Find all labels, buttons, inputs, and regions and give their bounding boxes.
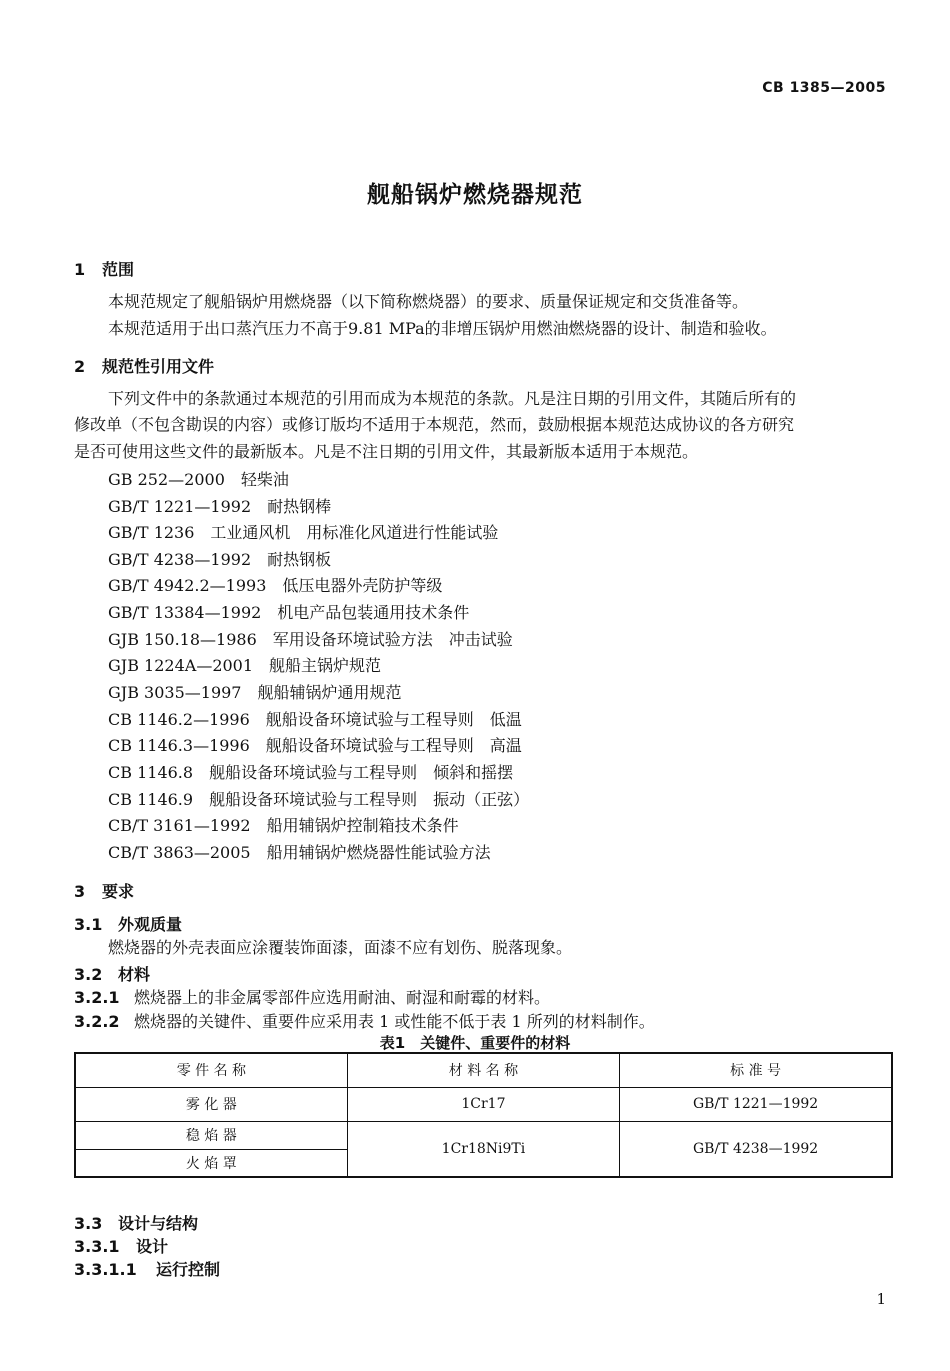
reference-item: CB/T 3161—1992 船用辅锅炉控制箱技术条件	[108, 816, 459, 835]
section-title: 范围	[102, 260, 135, 279]
paragraph: 燃烧器的外壳表面应涂覆装饰面漆，面漆不应有划伤、脱落现象。	[108, 938, 573, 957]
section-title: 规范性引用文件	[102, 357, 215, 376]
reference-item: GB/T 4942.2—1993 低压电器外壳防护等级	[108, 576, 443, 595]
reference-item: GJB 1224A—2001 舰船主锅炉规范	[108, 656, 382, 675]
section-2-heading	[74, 354, 214, 377]
reference-item: CB 1146.2—1996 舰船设备环境试验与工程导则 低温	[108, 710, 522, 729]
document-title: 舰船锅炉燃烧器规范	[367, 182, 583, 208]
clause-number: 3.2.1	[74, 988, 120, 1007]
subsection-number: 3.2	[74, 965, 103, 984]
subsection-title: 设计与结构	[118, 1214, 199, 1233]
section-title: 要求	[102, 882, 135, 901]
clause-3-2-2	[74, 1009, 655, 1032]
table-row	[75, 1087, 892, 1121]
table-cell: 雾 化 器	[75, 1087, 347, 1121]
subsection-title: 外观质量	[118, 915, 183, 934]
reference-item: GB/T 1236 工业通风机 用标准化风道进行性能试验	[108, 523, 499, 542]
subsection-3-2-heading	[74, 962, 150, 985]
reference-item: GJB 3035—1997 舰船辅锅炉通用规范	[108, 683, 402, 702]
table-header-row	[75, 1053, 892, 1087]
reference-item: CB/T 3863—2005 船用辅锅炉燃烧器性能试验方法	[108, 843, 491, 862]
subsection-title: 材料	[118, 965, 151, 984]
table-caption: 表1 关键件、重要件的材料	[379, 1034, 571, 1052]
reference-item: CB 1146.9 舰船设备环境试验与工程导则 振动（正弦）	[108, 790, 530, 809]
section-number: 1	[74, 260, 86, 279]
materials-table	[74, 1052, 893, 1178]
table-row	[75, 1121, 892, 1149]
subsection-number: 3.3.1	[74, 1237, 120, 1256]
table-cell: 火 焰 罩	[75, 1149, 347, 1177]
paragraph: 本规范规定了舰船锅炉用燃烧器（以下简称燃烧器）的要求、质量保证规定和交货准备等。	[108, 292, 749, 311]
standard-number: CB 1385—2005	[762, 80, 886, 96]
paragraph-line: 是否可使用这些文件的最新版本。凡是不注日期的引用文件，其最新版本适用于本规范。	[74, 442, 699, 461]
column-header: 材 料 名 称	[347, 1053, 619, 1087]
paragraph: 本规范适用于出口蒸汽压力不高于9.81 MPa的非增压锅炉用燃油燃烧器的设计、制造和验收。	[108, 319, 777, 338]
reference-item: GJB 150.18—1986 军用设备环境试验方法 冲击试验	[108, 630, 513, 649]
subsection-3-3-heading	[74, 1211, 198, 1234]
table-cell: 1Cr17	[347, 1087, 619, 1121]
reference-item: GB 252—2000 轻柴油	[108, 470, 289, 489]
clause-number: 3.2.2	[74, 1012, 120, 1031]
subsection-title: 运行控制	[156, 1260, 221, 1279]
column-header: 零 件 名 称	[75, 1053, 347, 1087]
subsection-title: 设计	[136, 1237, 169, 1256]
paragraph-line: 下列文件中的条款通过本规范的引用而成为本规范的条款。凡是注日期的引用文件，其随后所有的	[108, 389, 797, 408]
table-cell: GB/T 1221—1992	[620, 1087, 892, 1121]
reference-item: CB 1146.8 舰船设备环境试验与工程导则 倾斜和摇摆	[108, 763, 514, 782]
section-3-heading	[74, 879, 134, 902]
reference-item: GB/T 13384—1992 机电产品包装通用技术条件	[108, 603, 470, 622]
reference-item: CB 1146.3—1996 舰船设备环境试验与工程导则 高温	[108, 736, 522, 755]
reference-item: GB/T 4238—1992 耐热钢板	[108, 550, 332, 569]
reference-item: GB/T 1221—1992 耐热钢棒	[108, 497, 332, 516]
clause-text: 燃烧器上的非金属零部件应选用耐油、耐湿和耐霉的材料。	[134, 988, 551, 1007]
table-cell: GB/T 4238—1992	[620, 1121, 892, 1177]
page-number: 1	[876, 1290, 886, 1308]
subsection-3-3-1-1-heading	[74, 1257, 220, 1280]
section-1-heading	[74, 257, 134, 280]
subsection-number: 3.3.1.1	[74, 1260, 137, 1279]
subsection-3-1-heading	[74, 912, 182, 935]
subsection-3-3-1-heading	[74, 1234, 168, 1257]
table-cell: 1Cr18Ni9Ti	[347, 1121, 619, 1177]
table-cell: 稳 焰 器	[75, 1121, 347, 1149]
clause-text: 燃烧器的关键件、重要件应采用表 1 或性能不低于表 1 所列的材料制作。	[134, 1012, 655, 1031]
paragraph-line: 修改单（不包含勘误的内容）或修订版均不适用于本规范，然而，鼓励根据本规范达成协议的各方研究	[74, 415, 795, 434]
clause-3-2-1	[74, 985, 550, 1008]
subsection-number: 3.3	[74, 1214, 103, 1233]
subsection-number: 3.1	[74, 915, 103, 934]
section-number: 2	[74, 357, 86, 376]
section-number: 3	[74, 882, 86, 901]
column-header: 标 准 号	[620, 1053, 892, 1087]
